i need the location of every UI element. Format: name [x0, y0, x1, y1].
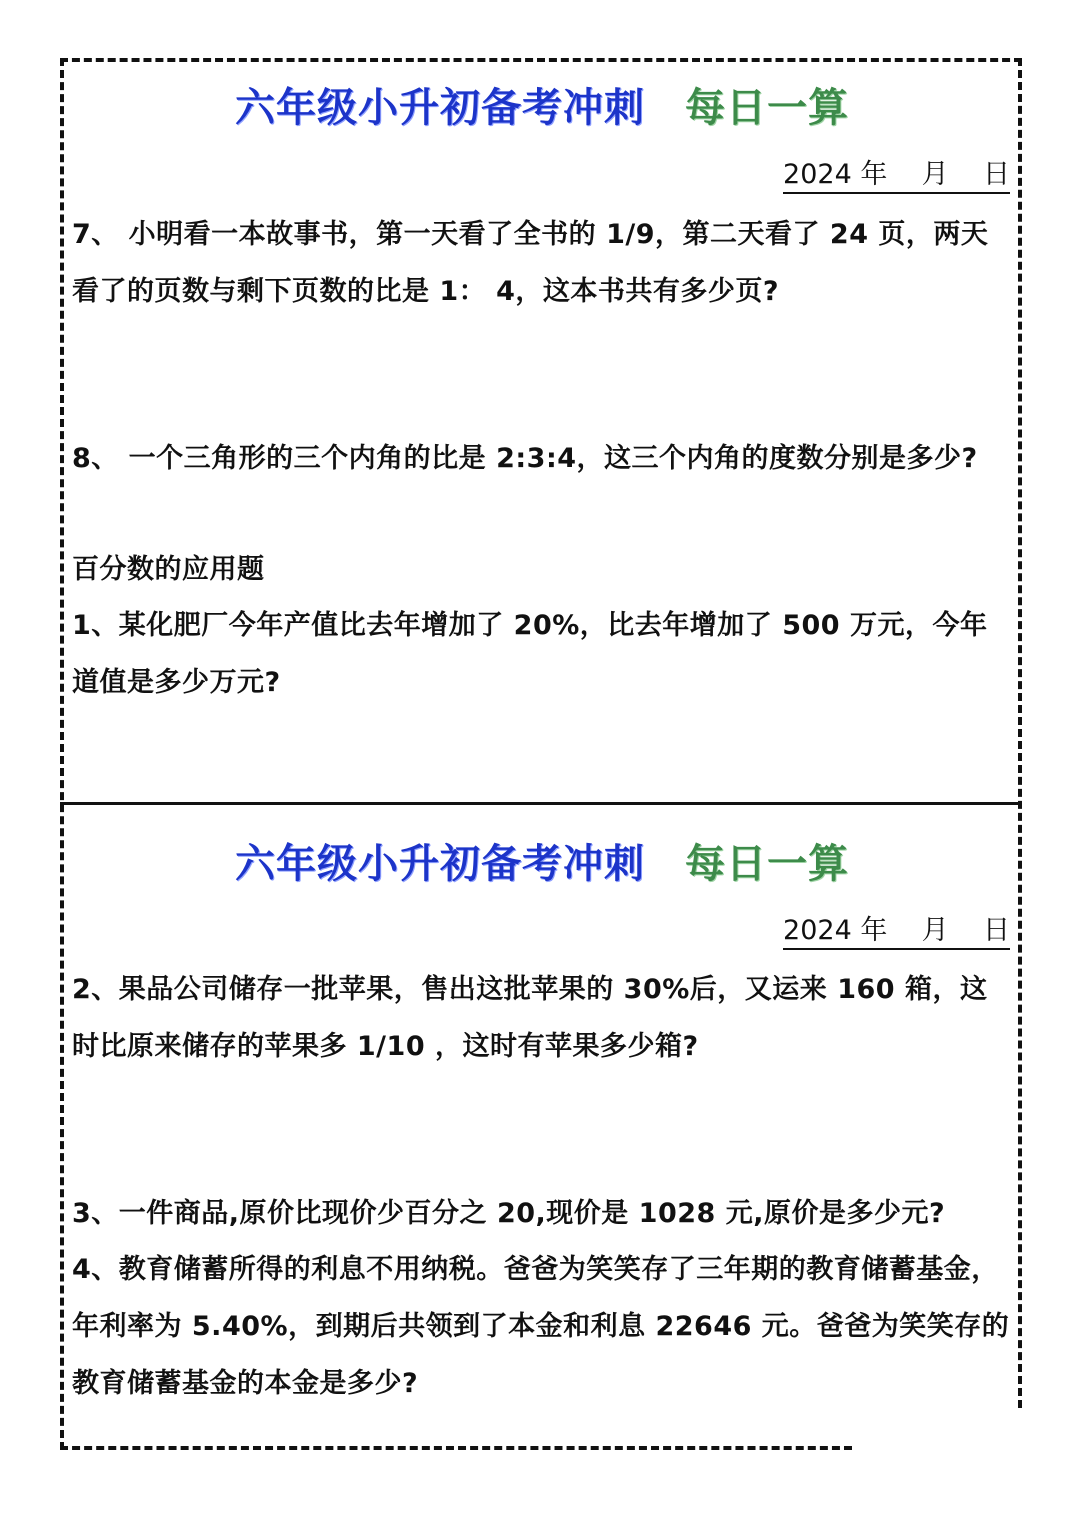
- question-line: 4、教育储蓄所得的利息不用纳税。爸爸为笑笑存了三年期的教育储蓄基金，: [72, 1254, 999, 1285]
- question-line: 2、果品公司储存一批苹果，售出这批苹果的 30%后，又运来 160 箱，这: [72, 974, 988, 1005]
- question-line: 1、某化肥厂今年产值比去年增加了 20%，比去年增加了 500 万元，今年: [72, 610, 988, 641]
- worksheet-title: [72, 836, 1012, 892]
- date-line: 2024 年 月 日: [783, 914, 1010, 950]
- title-sub: 每日一算: [685, 84, 849, 131]
- heading-text: 百分数的应用题: [72, 554, 265, 585]
- question-line: 年利率为 5.40%，到期后共领到了本金和利息 22646 元。爸爸为笑笑存的: [72, 1311, 1010, 1342]
- dashed-border-right: [1018, 58, 1022, 1408]
- question-line: 看了的页数与剩下页数的比是 1： 4，这本书共有多少页?: [72, 276, 780, 307]
- title-main: 六年级小升初备考冲刺: [235, 84, 645, 131]
- dashed-border-bottom: [60, 1446, 852, 1450]
- question-line: 8、 一个三角形的三个内角的比是 2:3:4，这三个内角的度数分别是多少?: [72, 443, 978, 474]
- question-2: [72, 961, 1012, 1075]
- worksheet-bottom: [72, 0, 1012, 1440]
- title-sub: 每日一算: [685, 840, 849, 887]
- question-4: [72, 1241, 1012, 1412]
- question-line: 道值是多少万元?: [72, 667, 281, 698]
- question-3: [72, 1185, 1012, 1242]
- date-line: 2024 年 月 日: [783, 158, 1010, 194]
- dashed-border-left: [60, 58, 64, 1450]
- question-line: 教育储蓄基金的本金是多少?: [72, 1368, 419, 1399]
- question-line: 时比原来储存的苹果多 1/10 ，这时有苹果多少箱?: [72, 1031, 699, 1062]
- title-main: 六年级小升初备考冲刺: [235, 840, 645, 887]
- question-line: 7、 小明看一本故事书，第一天看了全书的 1/9，第二天看了 24 页，两天: [72, 219, 989, 250]
- question-line: 3、一件商品,原价比现价少百分之 20,现价是 1028 元,原价是多少元?: [72, 1198, 946, 1229]
